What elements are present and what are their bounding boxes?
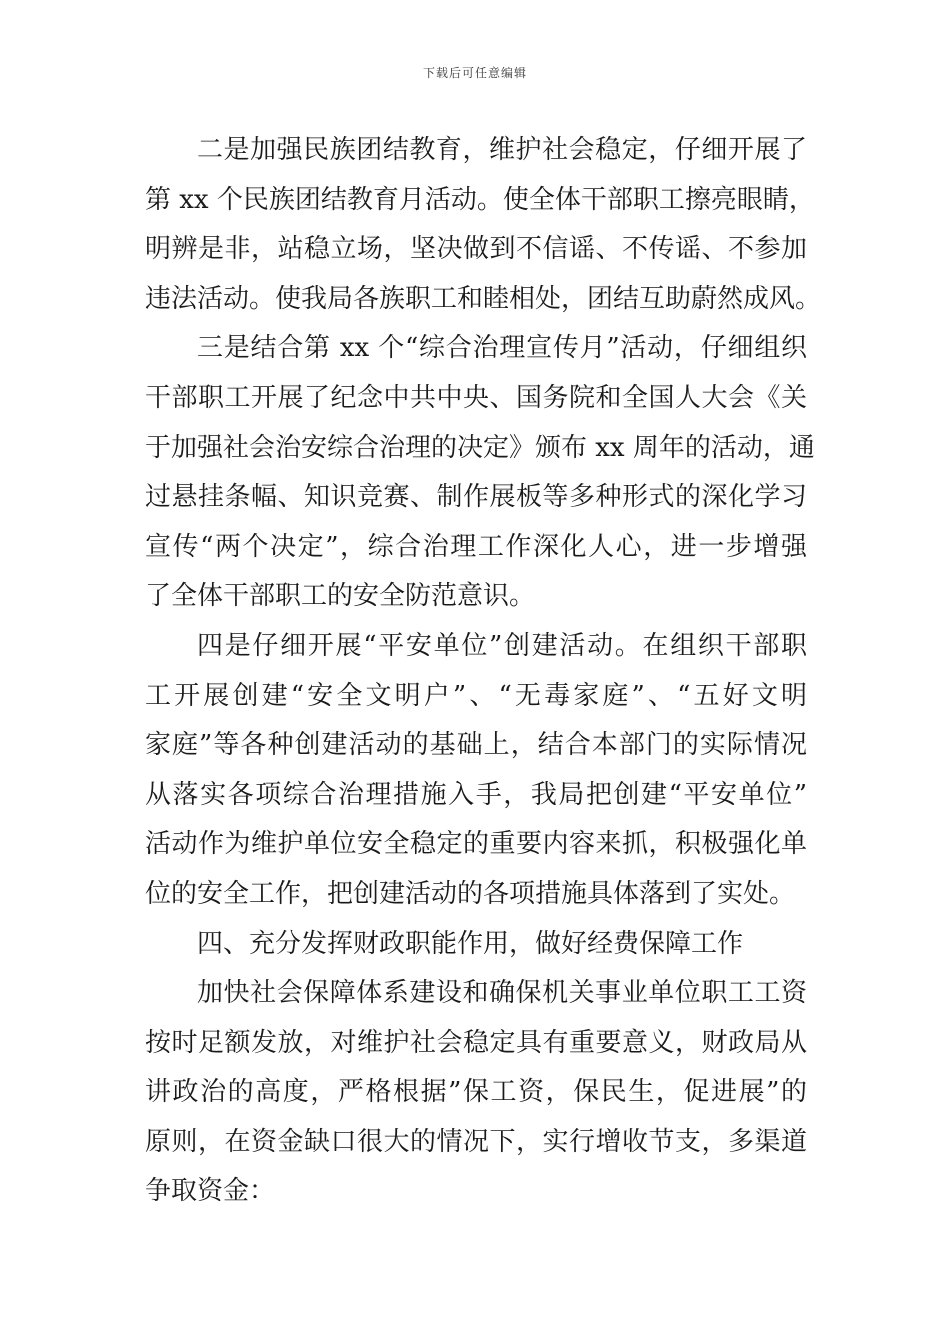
- text-line: 违法活动。使我局各族职工和睦相处，团结互助蔚然成风。: [145, 283, 822, 314]
- text-line: 二是加强民族团结教育，维护社会稳定，仔细开展了: [197, 135, 807, 165]
- text-line: 明辨是非，站稳立场，坚决做到不信谣、不传谣、不参加: [145, 234, 807, 265]
- paragraph-ethnic-unity: [145, 126, 822, 324]
- text-line: 于加强社会治安综合治理的决定》颁布 xx 周年的活动，通: [145, 432, 815, 463]
- text-line: 宣传“两个决定”，综合治理工作深化人心，进一步增强: [145, 531, 807, 562]
- text-line: 四、充分发挥财政职能作用，做好经费保障工作: [197, 928, 744, 959]
- text-line: 争取资金：: [145, 1176, 276, 1207]
- text-line: 第 xx 个民族团结教育月活动。使全体干部职工擦亮眼睛，: [145, 184, 815, 215]
- text-line: 位的安全工作，把创建活动的各项措施具体落到了实处。: [145, 878, 796, 909]
- text-line: 按时足额发放，对维护社会稳定具有重要意义，财政局从: [145, 1027, 807, 1058]
- document-body: [145, 126, 822, 1217]
- text-line: 工开展创建“安全文明户”、“无毒家庭”、“五好文明: [145, 680, 807, 711]
- paragraph-social-security: [145, 969, 807, 1217]
- section-heading-finance: [145, 920, 807, 970]
- header-note: 下载后可任意编辑: [422, 66, 527, 80]
- text-line: 从落实各项综合治理措施入手，我局把创建“平安单位”: [145, 779, 807, 810]
- text-line: 原则，在资金缺口很大的情况下，实行增收节支，多渠道: [145, 1126, 807, 1157]
- text-line: 活动作为维护单位安全稳定的重要内容来抓，积极强化单: [145, 829, 807, 860]
- text-line: 三是结合第 xx 个“综合治理宣传月”活动，仔细组织: [197, 333, 807, 364]
- text-line: 四是仔细开展“平安单位”创建活动。在组织干部职: [197, 630, 807, 661]
- text-line: 讲政治的高度，严格根据”保工资，保民生，促进展”的: [145, 1077, 807, 1108]
- text-line: 家庭”等各种创建活动的基础上，结合本部门的实际情况: [145, 730, 807, 761]
- paragraph-safe-unit: [145, 622, 807, 920]
- text-line: 过悬挂条幅、知识竞赛、制作展板等多种形式的深化学习: [145, 482, 807, 513]
- text-line: 了全体干部职工的安全防范意识。: [145, 581, 536, 612]
- text-line: 加快社会保障体系建设和确保机关事业单位职工工资: [197, 978, 807, 1009]
- text-line: 干部职工开展了纪念中共中央、国务院和全国人大会《关: [145, 382, 807, 413]
- paragraph-governance-month: [145, 324, 815, 622]
